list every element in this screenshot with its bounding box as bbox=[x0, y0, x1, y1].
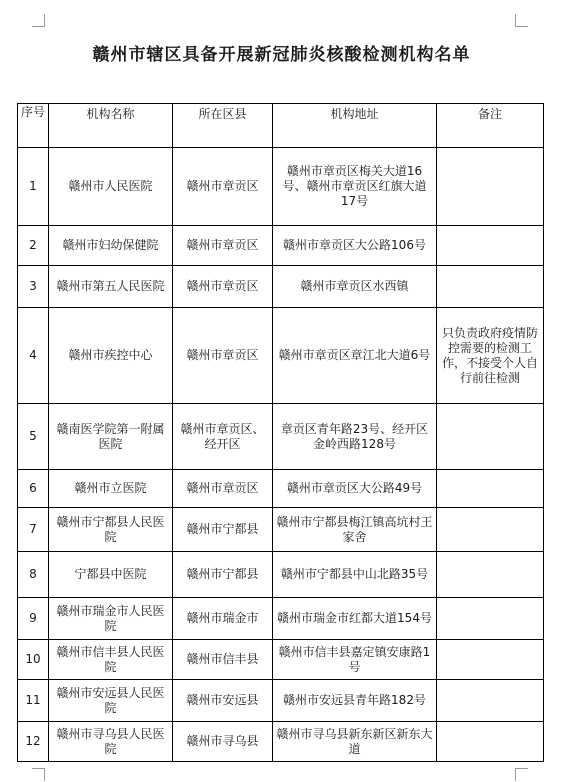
cell-note bbox=[437, 680, 544, 722]
cell-seq: 7 bbox=[18, 508, 49, 552]
table-row bbox=[18, 680, 544, 722]
cell-note bbox=[437, 226, 544, 266]
table-header-row bbox=[18, 104, 544, 148]
cell-seq: 6 bbox=[18, 470, 49, 508]
header-address: 机构地址 bbox=[273, 104, 437, 148]
cell-note bbox=[437, 722, 544, 762]
cell-note: 只负责政府疫情防控需要的检测工作，不接受个人自行前往检测 bbox=[437, 308, 544, 404]
cell-address: 赣州市宁都县梅江镇高坑村王家舍 bbox=[273, 508, 437, 552]
cell-name: 赣州市妇幼保健院 bbox=[49, 226, 173, 266]
page-corner-mark bbox=[515, 768, 528, 781]
header-seq: 序号 bbox=[18, 104, 49, 148]
cell-note bbox=[437, 552, 544, 598]
cell-seq: 12 bbox=[18, 722, 49, 762]
table-row bbox=[18, 470, 544, 508]
cell-address: 赣州市章贡区章江北大道6号 bbox=[273, 308, 437, 404]
table-row bbox=[18, 598, 544, 640]
cell-county: 赣州市章贡区、经开区 bbox=[173, 404, 273, 470]
table-row bbox=[18, 508, 544, 552]
institution-table bbox=[17, 103, 544, 762]
cell-seq: 8 bbox=[18, 552, 49, 598]
cell-name: 赣州市瑞金市人民医院 bbox=[49, 598, 173, 640]
cell-seq: 2 bbox=[18, 226, 49, 266]
cell-note bbox=[437, 148, 544, 226]
table-row bbox=[18, 640, 544, 680]
cell-note bbox=[437, 598, 544, 640]
cell-name: 宁都县中医院 bbox=[49, 552, 173, 598]
cell-county: 赣州市章贡区 bbox=[173, 148, 273, 226]
cell-seq: 1 bbox=[18, 148, 49, 226]
cell-county: 赣州市信丰县 bbox=[173, 640, 273, 680]
page-corner-mark bbox=[32, 14, 45, 27]
cell-seq: 11 bbox=[18, 680, 49, 722]
document-title: 赣州市辖区具备开展新冠肺炎核酸检测机构名单 bbox=[92, 45, 471, 65]
cell-name: 赣州市宁都县人民医院 bbox=[49, 508, 173, 552]
cell-name: 赣州市寻乌县人民医院 bbox=[49, 722, 173, 762]
cell-note bbox=[437, 470, 544, 508]
cell-address: 赣州市瑞金市红都大道154号 bbox=[273, 598, 437, 640]
cell-address: 赣州市宁都县中山北路35号 bbox=[273, 552, 437, 598]
cell-name: 赣州市第五人民医院 bbox=[49, 266, 173, 308]
cell-county: 赣州市章贡区 bbox=[173, 470, 273, 508]
cell-county: 赣州市宁都县 bbox=[173, 508, 273, 552]
cell-address: 章贡区青年路23号、经开区金岭西路128号 bbox=[273, 404, 437, 470]
cell-county: 赣州市章贡区 bbox=[173, 308, 273, 404]
cell-name: 赣州市安远县人民医院 bbox=[49, 680, 173, 722]
cell-address: 赣州市信丰县嘉定镇安康路1号 bbox=[273, 640, 437, 680]
cell-name: 赣州市信丰县人民医院 bbox=[49, 640, 173, 680]
cell-name: 赣州市疾控中心 bbox=[49, 308, 173, 404]
cell-seq: 5 bbox=[18, 404, 49, 470]
cell-note bbox=[437, 508, 544, 552]
cell-county: 赣州市章贡区 bbox=[173, 266, 273, 308]
cell-county: 赣州市寻乌县 bbox=[173, 722, 273, 762]
cell-address: 赣州市寻乌县新东新区新东大道 bbox=[273, 722, 437, 762]
header-county: 所在区县 bbox=[173, 104, 273, 148]
header-name: 机构名称 bbox=[49, 104, 173, 148]
cell-county: 赣州市章贡区 bbox=[173, 226, 273, 266]
cell-address: 赣州市章贡区梅关大道16号、赣州市章贡区红旗大道17号 bbox=[273, 148, 437, 226]
cell-address: 赣州市安远县青年路182号 bbox=[273, 680, 437, 722]
table-row bbox=[18, 404, 544, 470]
table-row bbox=[18, 722, 544, 762]
header-note: 备注 bbox=[437, 104, 544, 148]
table-row bbox=[18, 552, 544, 598]
cell-county: 赣州市宁都县 bbox=[173, 552, 273, 598]
cell-county: 赣州市安远县 bbox=[173, 680, 273, 722]
cell-seq: 4 bbox=[18, 308, 49, 404]
cell-county: 赣州市瑞金市 bbox=[173, 598, 273, 640]
table-row bbox=[18, 308, 544, 404]
page-corner-mark bbox=[32, 768, 45, 781]
cell-seq: 3 bbox=[18, 266, 49, 308]
cell-address: 赣州市章贡区大公路49号 bbox=[273, 470, 437, 508]
cell-seq: 9 bbox=[18, 598, 49, 640]
cell-address: 赣州市章贡区大公路106号 bbox=[273, 226, 437, 266]
table-row bbox=[18, 148, 544, 226]
table-row bbox=[18, 226, 544, 266]
page-corner-mark bbox=[515, 14, 528, 27]
cell-seq: 10 bbox=[18, 640, 49, 680]
cell-name: 赣南医学院第一附属医院 bbox=[49, 404, 173, 470]
cell-name: 赣州市立医院 bbox=[49, 470, 173, 508]
cell-name: 赣州市人民医院 bbox=[49, 148, 173, 226]
cell-note bbox=[437, 640, 544, 680]
table-row bbox=[18, 266, 544, 308]
cell-address: 赣州市章贡区水西镇 bbox=[273, 266, 437, 308]
cell-note bbox=[437, 266, 544, 308]
cell-note bbox=[437, 404, 544, 470]
